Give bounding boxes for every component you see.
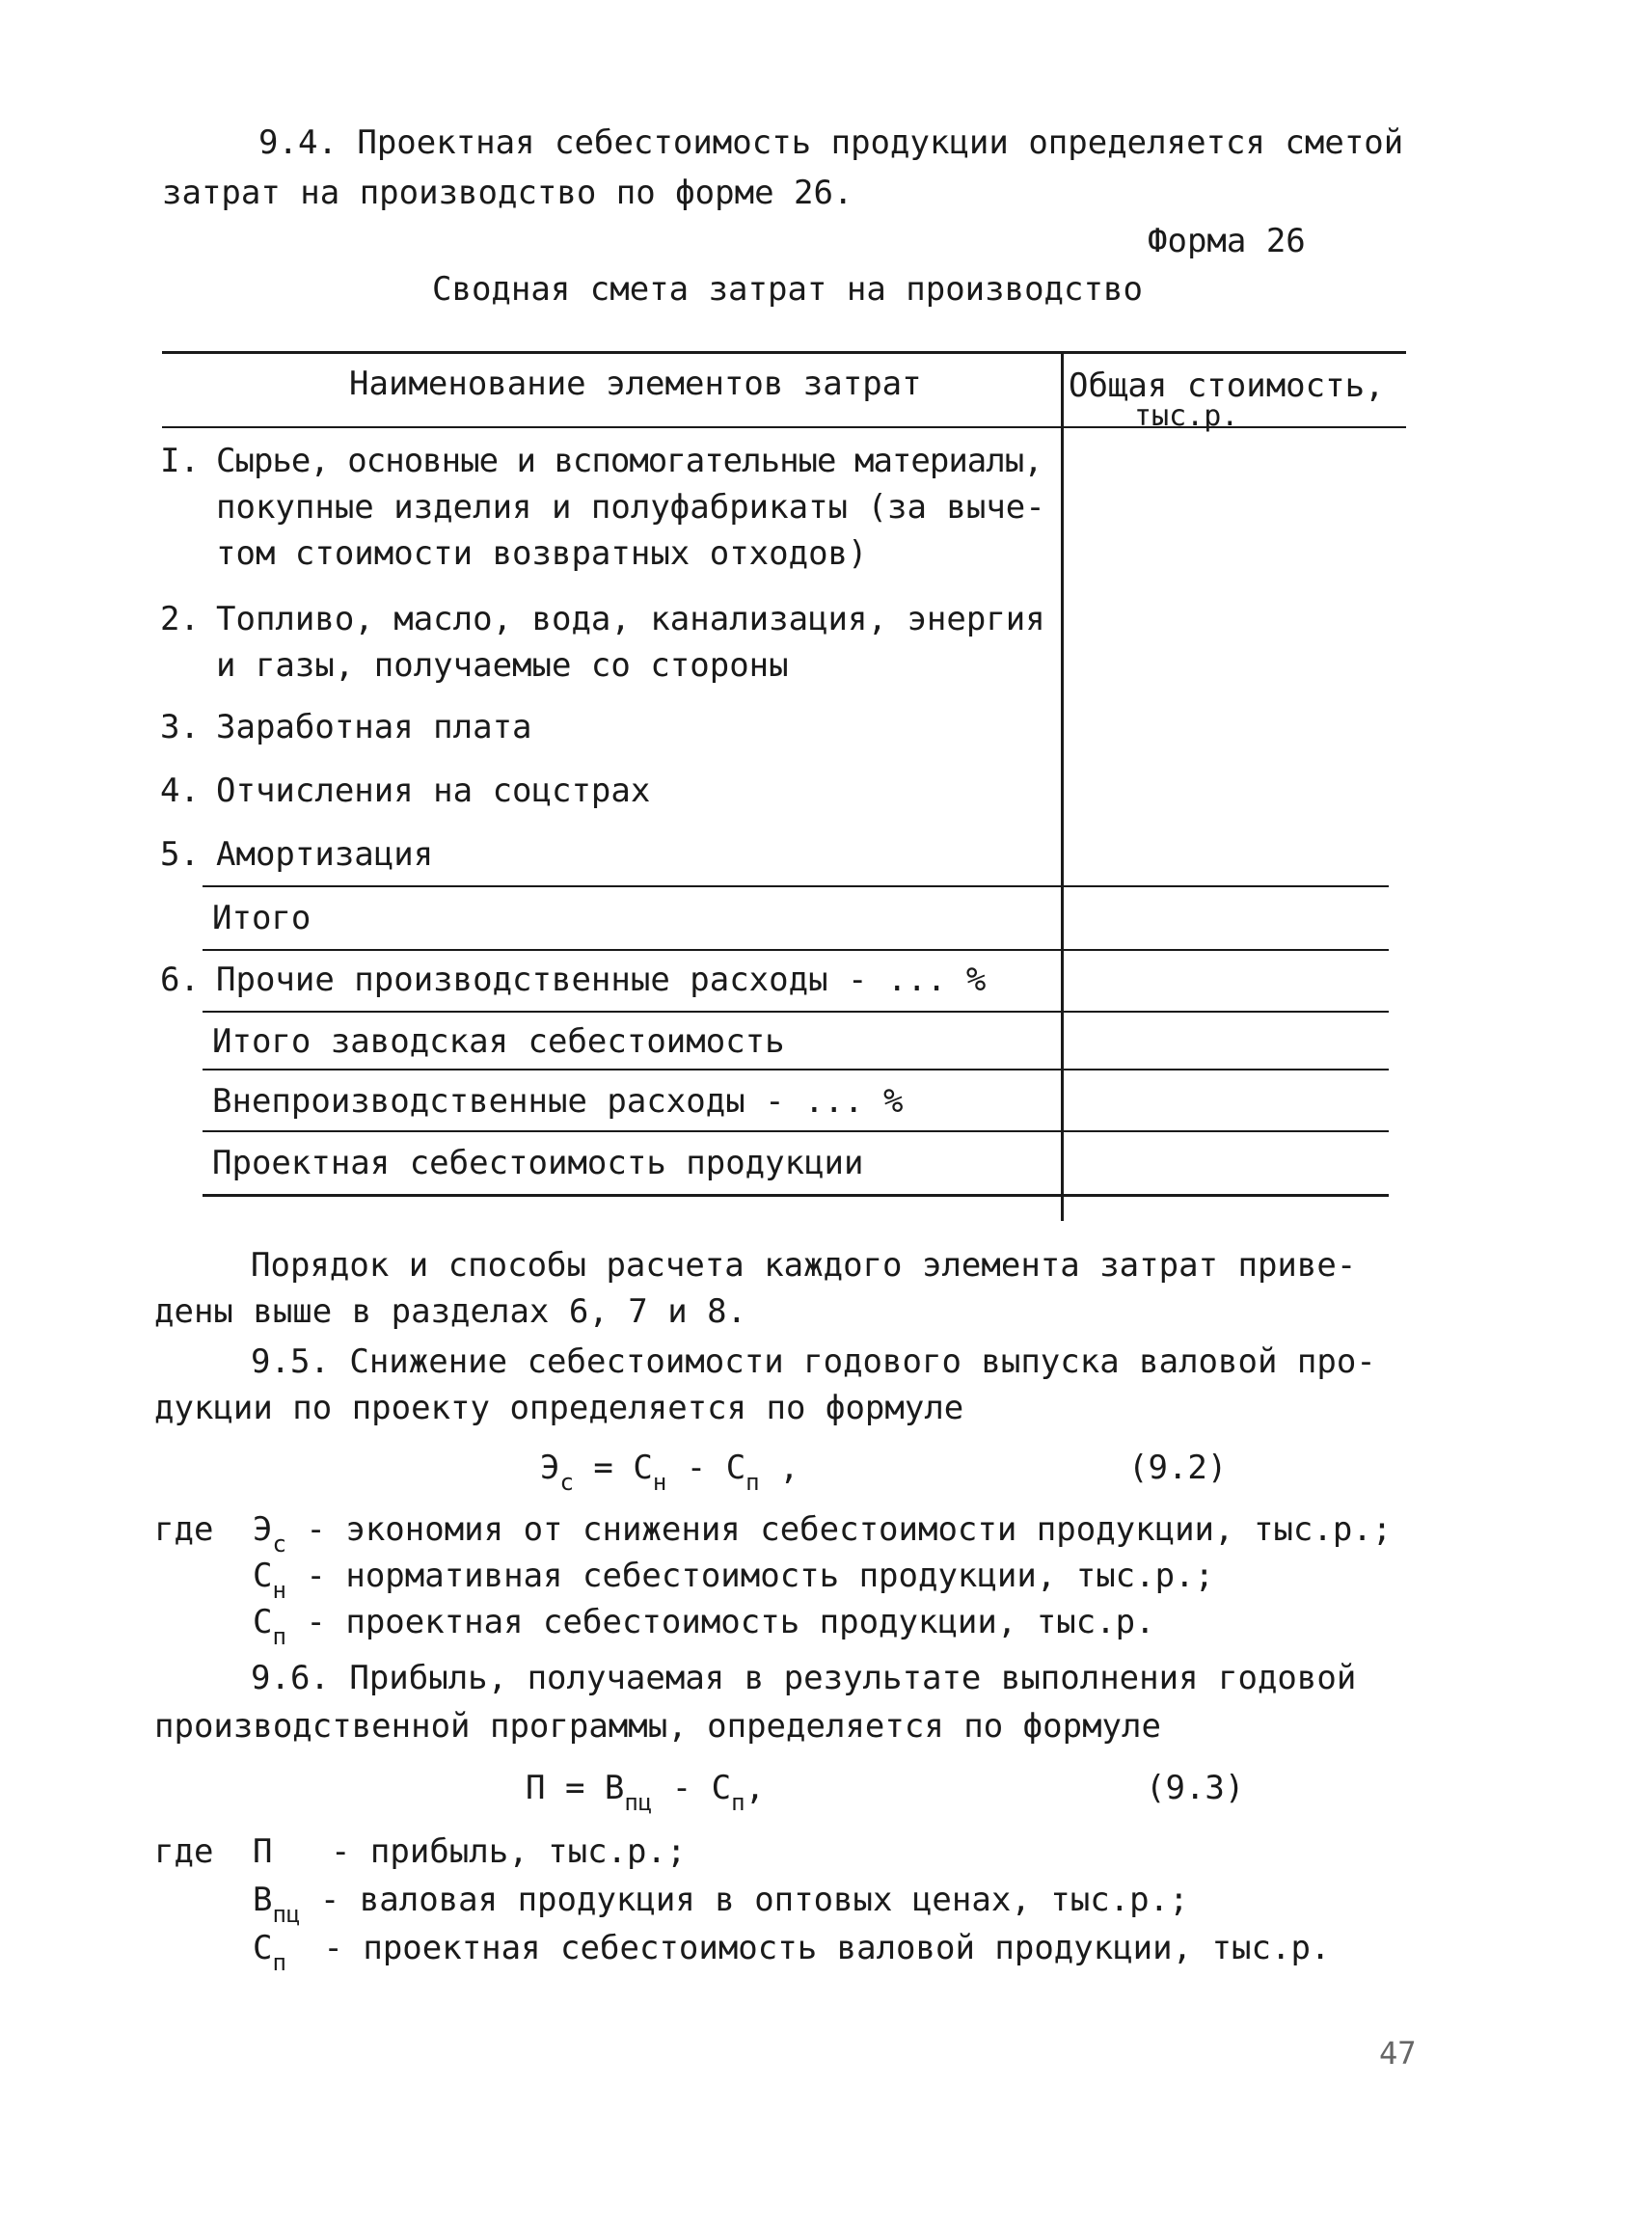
row-factory-cost: Итого заводская себестоимость	[212, 1022, 785, 1061]
legend1-text-2: - нормативная себестоимость продукции, тыс.р.;	[306, 1557, 1215, 1595]
legend2-sym-3: С	[253, 1929, 273, 1967]
para1-line-2: дены выше в разделах 6, 7 и 8.	[154, 1292, 747, 1331]
row-3-line-1: Заработная плата	[216, 708, 532, 746]
para2-line-2: дукции по проекту определяется по формуле	[154, 1389, 964, 1427]
legend2-sub-2: пц	[272, 1901, 301, 1928]
legend1-sym-2: С	[253, 1557, 273, 1595]
intro-line-1: 9.4. Проектная себестоимость продукции определяется сметой	[258, 123, 1404, 162]
formula1-t1-sub: н	[652, 1469, 667, 1496]
legend1-item-2	[253, 1557, 1215, 1604]
row-2-num: 2.	[160, 600, 200, 638]
legend2-text-2: - валовая продукция в оптовых ценах, тыс.р.;	[319, 1881, 1189, 1919]
formula1-t2-sub: п	[745, 1469, 760, 1496]
row-1-line-1: Сырье, основные и вспомогательные материалы,	[216, 442, 1043, 480]
para1-line-1: Порядок и способы расчета каждого элемента затрат приве-	[251, 1246, 1357, 1285]
legend1-where: где	[154, 1510, 214, 1549]
formula-9-3	[526, 1769, 766, 1816]
formula2-lhs: П = В	[526, 1769, 625, 1807]
legend1-sym-1: Э	[253, 1510, 273, 1549]
formula1-lhs: Э	[540, 1449, 560, 1487]
legend2-item-2	[253, 1881, 1189, 1928]
legend2-sub-3: п	[272, 1949, 286, 1976]
page-number: 47	[1379, 2035, 1417, 2072]
header-col-name: Наименование элементов затрат	[349, 365, 922, 403]
table-top-rule	[162, 351, 1406, 354]
legend2-item-1	[253, 1832, 686, 1871]
table-column-divider	[1061, 351, 1064, 1221]
intro-line-2: затрат на производство по форме 26.	[162, 174, 853, 212]
para2-line-1: 9.5. Снижение себестоимости годового выпуска валовой про-	[251, 1342, 1376, 1381]
formula-9-3-number: (9.3)	[1146, 1769, 1245, 1807]
formula1-eq: = С	[573, 1449, 653, 1487]
formula1-tail: ,	[759, 1449, 799, 1487]
row-rule-2	[203, 949, 1389, 951]
row-nonproduction: Внепроизводственные расходы - ... %	[212, 1082, 904, 1121]
legend1-item-1	[253, 1510, 1393, 1558]
para3-line-2: производственной программы, определяется по формуле	[154, 1707, 1161, 1746]
legend1-text-1: - экономия от снижения себестоимости продукции, тыс.р.;	[306, 1510, 1393, 1549]
legend2-text-3: - проектная себестоимость валовой продукции, тыс.р.	[323, 1929, 1331, 1967]
row-rule-4	[203, 1069, 1389, 1070]
legend2-item-3	[253, 1929, 1331, 1976]
row-rule-5	[203, 1130, 1389, 1132]
row-1-line-3: том стоимости возвратных отходов)	[216, 534, 868, 573]
row-5-num: 5.	[160, 835, 200, 874]
row-subtotal: Итого	[212, 899, 311, 937]
header-col-cost-1: Общая стоимость,	[1069, 366, 1385, 405]
row-rule-3	[203, 1011, 1389, 1013]
legend1-sym-3: С	[253, 1603, 273, 1641]
legend2-where: где	[154, 1832, 214, 1871]
legend1-item-3	[253, 1603, 1155, 1650]
header-col-cost-2: тыс.р.	[1134, 399, 1239, 433]
row-2-line-1: Топливо, масло, вода, канализация, энергия	[216, 600, 1045, 638]
formula2-minus: - С	[652, 1769, 732, 1807]
legend1-text-3: - проектная себестоимость продукции, тыс.р.	[306, 1603, 1155, 1641]
formula2-t2-sub: п	[731, 1789, 745, 1816]
para3-line-1: 9.6. Прибыль, получаемая в результате выполнения годовой	[251, 1659, 1357, 1697]
table-bottom-rule	[203, 1194, 1389, 1197]
legend2-sym-1: П	[253, 1832, 273, 1871]
row-rule-1	[203, 885, 1389, 887]
legend1-sub-3: п	[272, 1623, 286, 1650]
legend1-sub-2: н	[272, 1577, 286, 1604]
row-6-num: 6.	[160, 961, 200, 999]
formula2-t1-sub: пц	[624, 1789, 653, 1816]
row-1-num: I.	[160, 442, 200, 480]
formula1-lhs-sub: с	[559, 1469, 574, 1496]
row-3-num: 3.	[160, 708, 200, 746]
legend2-text-1: - прибыль, тыс.р.;	[330, 1832, 687, 1871]
formula-9-2	[540, 1449, 799, 1496]
row-6-line-1: Прочие производственные расходы - ... %	[216, 961, 987, 999]
table-title: Сводная смета затрат на производство	[432, 270, 1143, 309]
formula1-minus: - С	[666, 1449, 746, 1487]
row-4-num: 4.	[160, 772, 200, 810]
form-label: Форма 26	[1148, 222, 1306, 260]
legend2-sym-2: В	[253, 1881, 273, 1919]
row-5-line-1: Амортизация	[216, 835, 434, 874]
legend1-sub-1: с	[272, 1531, 286, 1558]
formula2-tail: ,	[745, 1769, 766, 1807]
row-project-cost: Проектная себестоимость продукции	[212, 1144, 864, 1182]
row-2-line-2: и газы, получаемые со стороны	[216, 646, 789, 685]
formula-9-2-number: (9.2)	[1128, 1449, 1228, 1487]
row-1-line-2: покупные изделия и полуфабрикаты (за выче-	[216, 488, 1045, 527]
row-4-line-1: Отчисления на соцстрах	[216, 772, 651, 810]
